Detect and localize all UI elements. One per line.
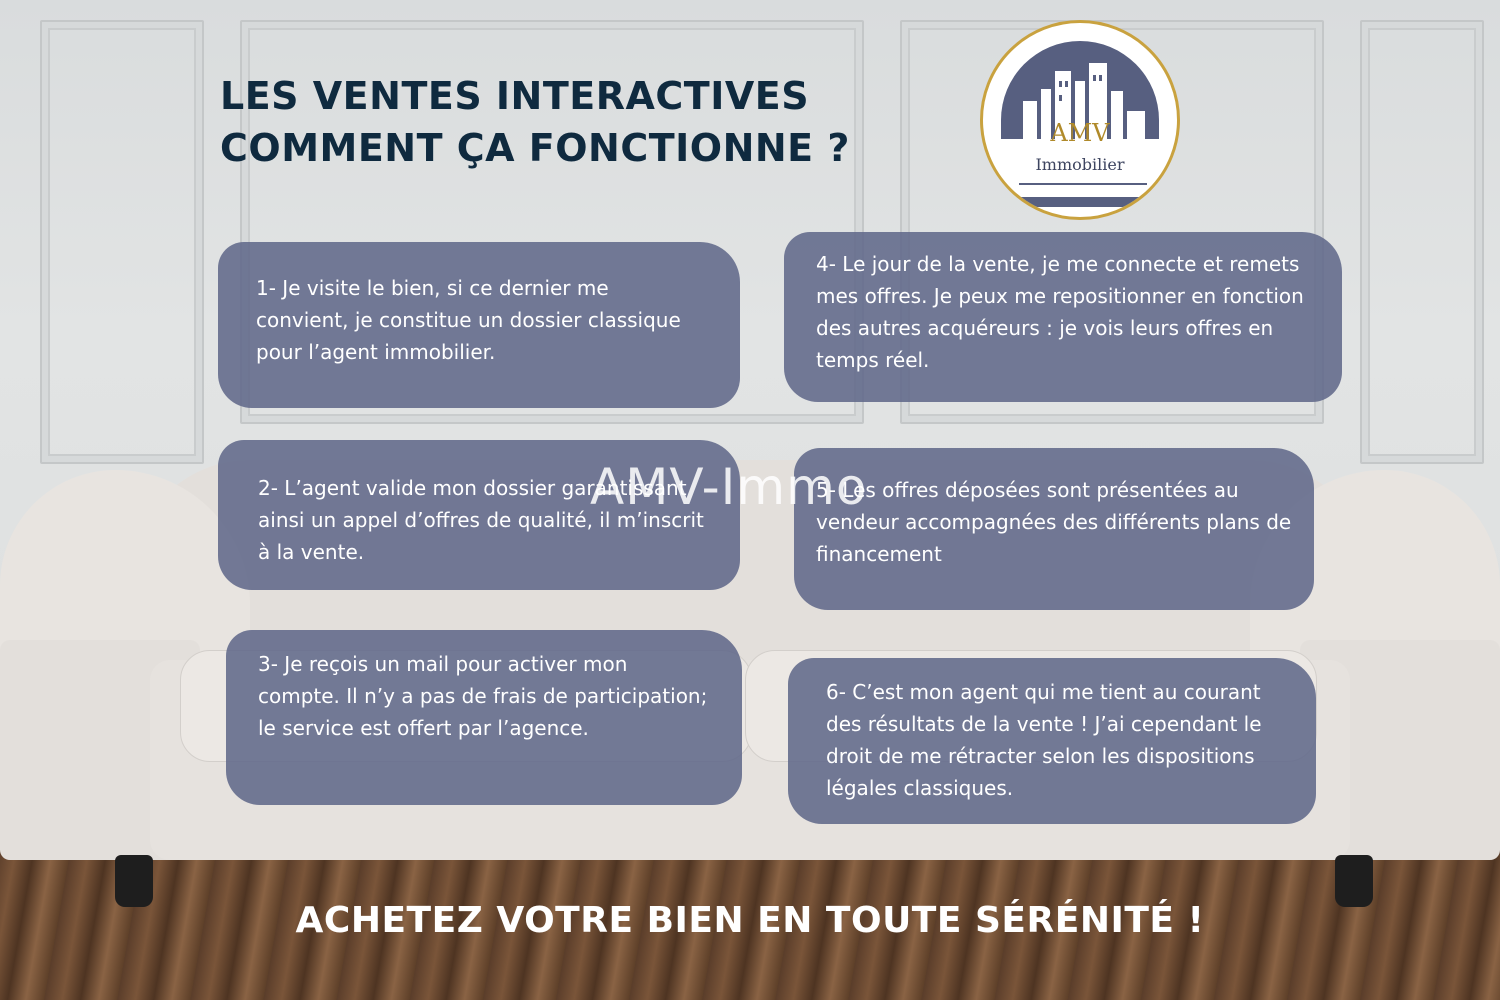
wall-panel [40, 20, 204, 464]
logo-bottom-band [1013, 197, 1147, 207]
page-title [220, 70, 850, 174]
step-card-3 [226, 630, 742, 805]
step-card-6 [788, 658, 1316, 824]
step-text: 1- Je visite le bien, si ce dernier me convient, je constitue un dossier classique pour l’agent immobilier. [256, 276, 681, 364]
step-text: 3- Je reçois un mail pour activer mon compte. Il n’y a pas de frais de participation; le service est offert par l’agence. [258, 652, 708, 740]
logo-brand-name: AMV [1050, 119, 1110, 147]
step-card-1 [218, 242, 740, 408]
title-line-1: LES VENTES INTERACTIVES [220, 74, 810, 118]
step-text: 2- L’agent valide mon dossier garantissant ainsi un appel d’offres de qualité, il m’inscrit à la vente. [258, 476, 704, 564]
logo-divider [1019, 183, 1147, 185]
step-card-4 [784, 232, 1342, 402]
step-text: 6- C’est mon agent qui me tient au courant des résultats de la vente ! J’ai cependant le droit de me rétracter selon les dispositions légales classiques. [826, 680, 1262, 800]
amv-logo [980, 20, 1180, 220]
logo-subtitle: Immobilier [1035, 155, 1125, 174]
step-text: 5- Les offres déposées sont présentées au vendeur accompagnées des différents plans de financement [816, 478, 1292, 566]
step-card-5 [794, 448, 1314, 610]
wall-panel [1360, 20, 1484, 464]
footer-tagline: ACHETEZ VOTRE BIEN EN TOUTE SÉRÉNITÉ ! [295, 900, 1205, 941]
title-line-2: COMMENT ÇA FONCTIONNE ? [220, 126, 850, 170]
watermark: AMV-Immo [590, 458, 868, 516]
step-text: 4- Le jour de la vente, je me connecte et remets mes offres. Je peux me repositionner en fonction des autres acquéreurs : je vois leurs offres en temps réel. [816, 252, 1304, 372]
